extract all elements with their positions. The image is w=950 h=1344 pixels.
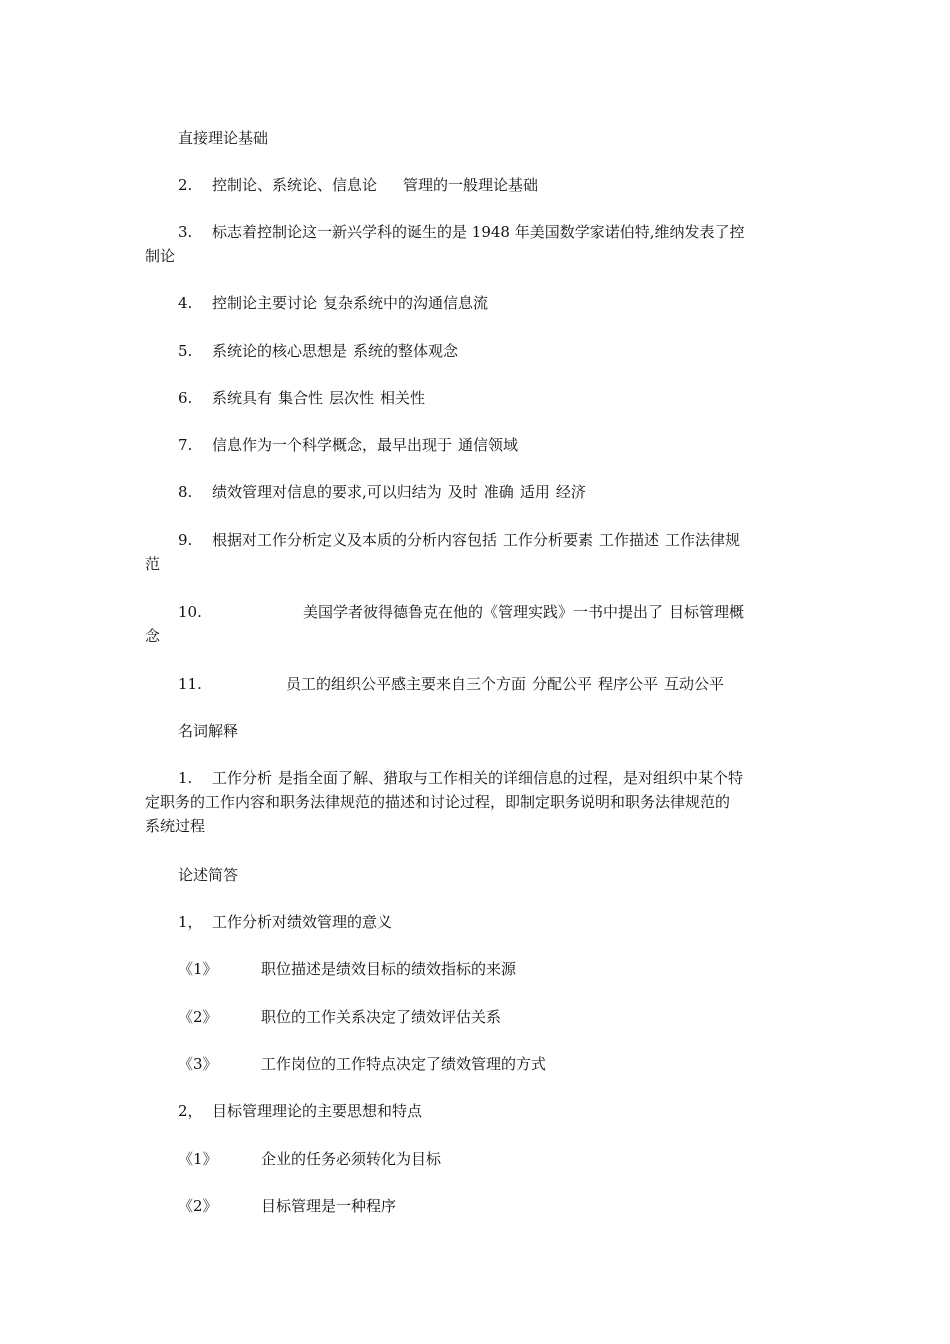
essay-1-title <box>145 910 843 934</box>
question-answer: 管理的一般理论基础 <box>403 176 539 194</box>
item-number: 《2》 <box>178 1008 218 1026</box>
question-answer: 集合性 <box>278 389 324 407</box>
question-text: 控制论主要讨论 <box>212 294 318 312</box>
section-heading-text: 论述简答 <box>178 866 239 884</box>
question-number: 5. <box>178 342 193 360</box>
question-text: 系统具有 <box>212 389 273 407</box>
question-7 <box>145 433 843 457</box>
term-definition: 是指全面了解、猎取与工作相关的详细信息的过程，是对组织中某个特 <box>278 769 744 787</box>
question-text-continuation: 范 <box>145 555 161 573</box>
question-answer: 通信领域 <box>458 436 519 454</box>
essay-1-item-2 <box>145 1005 843 1029</box>
item-text: 目标管理是一种程序 <box>261 1197 397 1215</box>
section-heading-text: 直接理论基础 <box>178 129 269 147</box>
term-definition: 系统过程 <box>145 817 206 835</box>
term-1-line-1 <box>145 766 843 790</box>
question-text-continuation: 念 <box>145 627 161 645</box>
question-number: 6. <box>178 389 193 407</box>
term-name: 工作分析 <box>212 769 273 787</box>
item-number: 《2》 <box>178 1197 218 1215</box>
question-number: 7. <box>178 436 193 454</box>
question-answer: 工作分析要素 <box>503 531 594 549</box>
question-answer: 目标管理概 <box>669 603 745 621</box>
question-9 <box>145 528 843 552</box>
question-text-continuation: 制论 <box>145 247 176 265</box>
essay-2-item-2 <box>145 1194 843 1218</box>
question-text: 绩效管理对信息的要求,可以归结为 <box>212 483 442 501</box>
question-4 <box>145 291 843 315</box>
item-number: 《1》 <box>178 960 218 978</box>
section-heading-text: 名词解释 <box>178 722 239 740</box>
item-text: 工作岗位的工作特点决定了绩效管理的方式 <box>261 1055 547 1073</box>
term-number: 1. <box>178 769 193 787</box>
question-number: 8. <box>178 483 193 501</box>
essay-number: 1， <box>178 913 203 931</box>
term-definition: 定职务的工作内容和职务法律规范的描述和讨论过程，即制定职务说明和职务法律规范的 <box>145 793 731 811</box>
question-number: 10. <box>178 603 202 621</box>
essay-title: 目标管理理论的主要思想和特点 <box>212 1102 423 1120</box>
essay-1-item-3 <box>145 1052 843 1076</box>
section-heading-direct-theory <box>145 126 843 150</box>
question-answer: 系统的整体观念 <box>353 342 459 360</box>
question-number: 9. <box>178 531 193 549</box>
question-answer: 经济 <box>555 483 586 501</box>
question-9-continuation <box>145 552 810 576</box>
essay-number: 2， <box>178 1102 203 1120</box>
question-answer: 复杂系统中的沟通信息流 <box>323 294 489 312</box>
item-text: 职位描述是绩效目标的绩效指标的来源 <box>261 960 517 978</box>
question-text: 员工的组织公平感主要来自三个方面 <box>286 675 527 693</box>
question-8 <box>145 480 843 504</box>
question-number: 11. <box>178 675 202 693</box>
essay-1-item-1 <box>145 957 843 981</box>
question-text: 美国学者彼得德鲁克在他的《管理实践》一书中提出了 <box>303 603 664 621</box>
question-text: 信息作为一个科学概念，最早出现于 <box>212 436 453 454</box>
essay-2-title <box>145 1099 843 1123</box>
question-answer: 工作法律规 <box>665 531 741 549</box>
question-answer: 程序公平 <box>598 675 659 693</box>
question-6 <box>145 386 843 410</box>
question-10 <box>145 600 843 624</box>
question-answer: 准确 <box>483 483 514 501</box>
question-text: 标志着控制论这一新兴学科的诞生的是 1948 年美国数学家诺伯特,维纳发表了控 <box>212 223 745 241</box>
question-answer: 互动公平 <box>664 675 725 693</box>
item-number: 《3》 <box>178 1055 218 1073</box>
question-2 <box>145 173 843 197</box>
question-answer: 适用 <box>519 483 550 501</box>
question-5 <box>145 339 843 363</box>
essay-title: 工作分析对绩效管理的意义 <box>212 913 393 931</box>
question-answer: 工作描述 <box>599 531 660 549</box>
item-text: 企业的任务必须转化为目标 <box>261 1150 442 1168</box>
question-3-continuation <box>145 244 810 268</box>
item-number: 《1》 <box>178 1150 218 1168</box>
question-3 <box>145 220 843 244</box>
question-answer: 层次性 <box>329 389 375 407</box>
question-text: 系统论的核心思想是 <box>212 342 348 360</box>
essay-2-item-1 <box>145 1147 843 1171</box>
question-number: 4. <box>178 294 193 312</box>
question-answer: 分配公平 <box>532 675 593 693</box>
item-text: 职位的工作关系决定了绩效评估关系 <box>261 1008 502 1026</box>
section-heading-term-definitions <box>145 719 843 743</box>
term-1-line-2 <box>145 790 810 814</box>
term-1-line-3 <box>145 814 810 838</box>
question-text: 控制论、系统论、信息论 <box>212 176 378 194</box>
question-number: 3. <box>178 223 193 241</box>
question-number: 2. <box>178 176 193 194</box>
question-10-continuation <box>145 624 810 648</box>
question-answer: 及时 <box>447 483 478 501</box>
section-heading-essay <box>145 863 843 887</box>
question-text: 根据对工作分析定义及本质的分析内容包括 <box>212 531 498 549</box>
question-11 <box>145 672 843 696</box>
question-answer: 相关性 <box>380 389 426 407</box>
